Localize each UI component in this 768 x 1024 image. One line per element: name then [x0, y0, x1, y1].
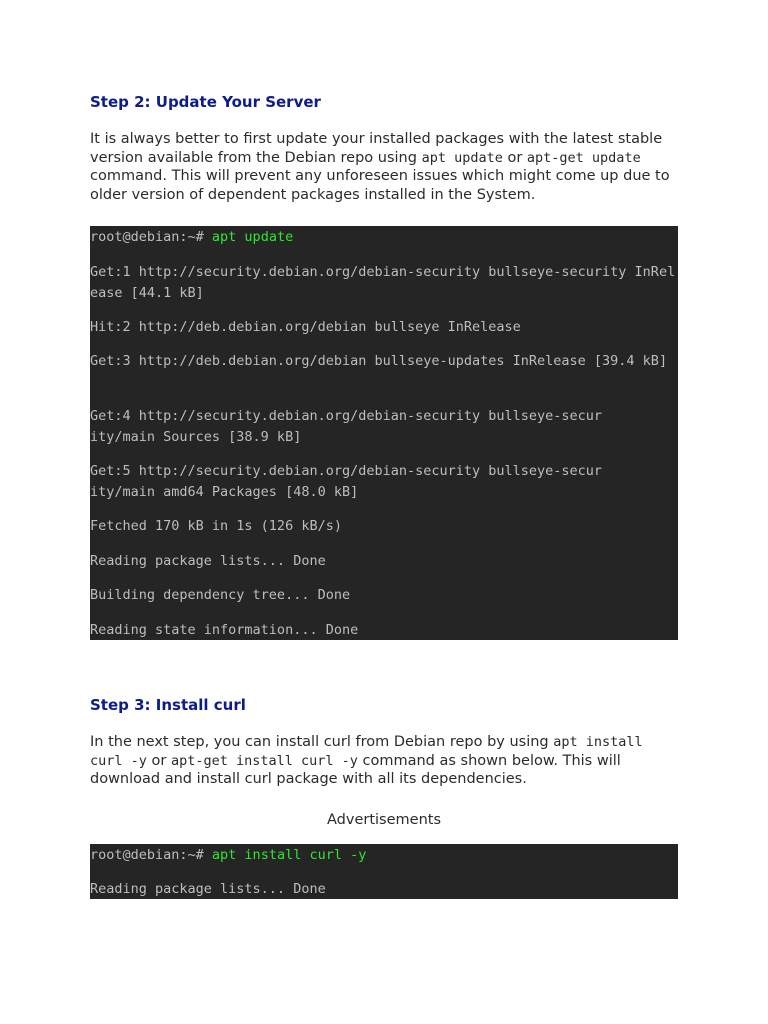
- step2-paragraph: [90, 130, 678, 204]
- step2-para-text-1: It is always better to first update your installed packages with the latest stable version available from the Debian repo using: [90, 131, 663, 166]
- terminal-command: apt update: [211, 229, 294, 245]
- step3-inline-code-apt-get-install: apt-get install curl -y: [170, 752, 358, 769]
- step3-terminal: [90, 844, 678, 899]
- terminal-command: apt install curl -y: [211, 847, 367, 863]
- terminal-output-line: Get:3 http://deb.debian.org/debian bullseye-updates InRelease [39.4 kB]: [90, 353, 668, 369]
- step3-heading: Step 3: Install curl: [90, 696, 246, 714]
- step2-terminal: [90, 226, 678, 640]
- terminal-prompt: root@debian:~#: [90, 229, 212, 245]
- step2-inline-code-apt-get-update: apt-get update: [526, 149, 641, 166]
- terminal-output-line: Reading package lists... Done: [90, 553, 326, 569]
- step3-para-text-3: command as shown below. This will download and install curl package with all its dependencies.: [90, 752, 621, 787]
- terminal-output-line: Fetched 170 kB in 1s (126 kB/s): [90, 518, 342, 534]
- terminal-prompt: root@debian:~#: [90, 847, 212, 863]
- terminal-command-line: [90, 227, 293, 248]
- terminal-output-line: Hit:2 http://deb.debian.org/debian bullseye InRelease: [90, 319, 521, 335]
- terminal-output-line: Building dependency tree... Done: [90, 587, 351, 603]
- terminal-output-line: Reading state information... Done: [90, 622, 359, 638]
- terminal-output-line: Get:5 http://security.debian.org/debian-security bullseye-security/main amd64 Packages [48.0 kB]: [90, 463, 603, 500]
- step3-para-text-1: In the next step, you can install curl from Debian repo by using: [90, 734, 554, 750]
- step3-inline-code-apt-install: apt install curl -y: [90, 734, 643, 769]
- terminal-output-line: Get:4 http://security.debian.org/debian-security bullseye-security/main Sources [38.9 kB]: [90, 408, 603, 445]
- step2-para-text-2: or: [502, 149, 527, 166]
- step2-para-text-3: command. This will prevent any unforeseen issues which might come up due to older version of dependent packages installed in the System.: [90, 168, 670, 203]
- step3-para-text-2: or: [146, 752, 171, 769]
- terminal-command-line: [90, 845, 366, 866]
- step3-paragraph: [90, 733, 678, 789]
- step2-inline-code-apt-update: apt update: [421, 149, 503, 166]
- advertisements-label: Advertisements: [327, 812, 441, 828]
- terminal-output-line: Get:1 http://security.debian.org/debian-security bullseye-security InRelease [44.1 kB]: [90, 264, 676, 301]
- step2-heading: Step 2: Update Your Server: [90, 93, 321, 111]
- terminal-output-line: Reading package lists... Done: [90, 881, 326, 897]
